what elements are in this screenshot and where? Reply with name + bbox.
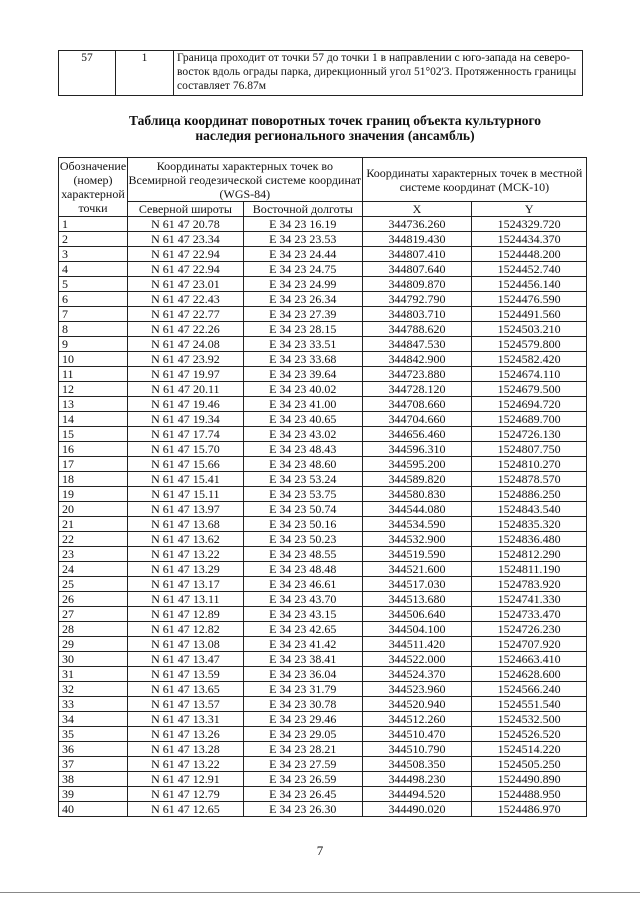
y-cell: 1524783.920: [472, 577, 587, 592]
y-cell: 1524726.230: [472, 622, 587, 637]
longitude-cell: E 34 23 40.65: [243, 412, 362, 427]
table-row: [59, 487, 587, 502]
x-cell: 344728.120: [362, 382, 472, 397]
point-number-cell: 39: [59, 787, 128, 802]
point-number-cell: 40: [59, 802, 128, 817]
y-cell: 1524488.950: [472, 787, 587, 802]
y-cell: 1524551.540: [472, 697, 587, 712]
latitude-cell: N 61 47 13.59: [127, 667, 243, 682]
longitude-cell: E 34 23 33.51: [243, 337, 362, 352]
x-cell: 344842.900: [362, 352, 472, 367]
longitude-cell: E 34 23 48.55: [243, 547, 362, 562]
point-number-cell: 13: [59, 397, 128, 412]
latitude-cell: N 61 47 22.94: [127, 247, 243, 262]
y-cell: 1524628.600: [472, 667, 587, 682]
longitude-cell: E 34 23 26.59: [243, 772, 362, 787]
longitude-cell: E 34 23 50.16: [243, 517, 362, 532]
y-cell: 1524526.520: [472, 727, 587, 742]
y-cell: 1524707.920: [472, 637, 587, 652]
latitude-cell: N 61 47 19.46: [127, 397, 243, 412]
x-cell: 344544.080: [362, 502, 472, 517]
latitude-cell: N 61 47 12.89: [127, 607, 243, 622]
point-number-cell: 2: [59, 232, 128, 247]
point-number-cell: 1: [59, 217, 128, 232]
y-cell: 1524491.560: [472, 307, 587, 322]
x-cell: 344523.960: [362, 682, 472, 697]
table-row: [59, 307, 587, 322]
y-cell: 1524452.740: [472, 262, 587, 277]
table-row: [59, 337, 587, 352]
longitude-cell: E 34 23 29.46: [243, 712, 362, 727]
point-number-cell: 26: [59, 592, 128, 607]
y-cell: 1524490.890: [472, 772, 587, 787]
longitude-cell: E 34 23 50.74: [243, 502, 362, 517]
table-row: [59, 51, 583, 96]
y-cell: 1524836.480: [472, 532, 587, 547]
x-cell: 344736.260: [362, 217, 472, 232]
longitude-cell: E 34 23 26.34: [243, 292, 362, 307]
point-number-cell: 5: [59, 277, 128, 292]
point-number-cell: 9: [59, 337, 128, 352]
latitude-cell: N 61 47 13.47: [127, 652, 243, 667]
longitude-cell: E 34 23 40.02: [243, 382, 362, 397]
y-cell: 1524811.190: [472, 562, 587, 577]
header-point-number: Обозначение (номер) характерной точки: [59, 159, 127, 215]
longitude-cell: E 34 23 26.45: [243, 787, 362, 802]
point-number-cell: 30: [59, 652, 128, 667]
x-cell: 344490.020: [362, 802, 472, 817]
longitude-cell: E 34 23 39.64: [243, 367, 362, 382]
table-row: [59, 442, 587, 457]
longitude-cell: E 34 23 43.15: [243, 607, 362, 622]
from-point-cell: 57: [59, 51, 116, 96]
longitude-cell: E 34 23 41.00: [243, 397, 362, 412]
longitude-cell: E 34 23 29.05: [243, 727, 362, 742]
header-wgs84: Координаты характерных точек во Всемирной геодезической системе координат (WGS-84): [128, 158, 362, 201]
y-cell: 1524694.720: [472, 397, 587, 412]
point-number-cell: 20: [59, 502, 128, 517]
y-cell: 1524448.200: [472, 247, 587, 262]
y-cell: 1524476.590: [472, 292, 587, 307]
latitude-cell: N 61 47 19.97: [127, 367, 243, 382]
point-number-cell: 11: [59, 367, 128, 382]
longitude-cell: E 34 23 41.42: [243, 637, 362, 652]
x-cell: 344788.620: [362, 322, 472, 337]
point-number-cell: 6: [59, 292, 128, 307]
y-cell: 1524835.320: [472, 517, 587, 532]
latitude-cell: N 61 47 22.94: [127, 262, 243, 277]
table-row: [59, 772, 587, 787]
table-row: [59, 637, 587, 652]
longitude-cell: E 34 23 24.75: [243, 262, 362, 277]
y-cell: 1524456.140: [472, 277, 587, 292]
x-cell: 344512.260: [362, 712, 472, 727]
latitude-cell: N 61 47 15.66: [127, 457, 243, 472]
point-number-cell: 4: [59, 262, 128, 277]
latitude-cell: N 61 47 17.74: [127, 427, 243, 442]
y-cell: 1524807.750: [472, 442, 587, 457]
y-cell: 1524532.500: [472, 712, 587, 727]
x-cell: 344704.660: [362, 412, 472, 427]
latitude-cell: N 61 47 13.31: [127, 712, 243, 727]
table-row: [59, 562, 587, 577]
point-number-cell: 27: [59, 607, 128, 622]
header-y: Y: [472, 202, 587, 217]
longitude-cell: E 34 23 48.48: [243, 562, 362, 577]
latitude-cell: N 61 47 22.43: [127, 292, 243, 307]
table-row: [59, 787, 587, 802]
latitude-cell: N 61 47 12.82: [127, 622, 243, 637]
longitude-cell: E 34 23 31.79: [243, 682, 362, 697]
y-cell: 1524579.800: [472, 337, 587, 352]
point-number-cell: 34: [59, 712, 128, 727]
longitude-cell: E 34 23 42.65: [243, 622, 362, 637]
latitude-cell: N 61 47 13.62: [127, 532, 243, 547]
y-cell: 1524486.970: [472, 802, 587, 817]
table-row: [59, 367, 587, 382]
y-cell: 1524434.370: [472, 232, 587, 247]
x-cell: 344819.430: [362, 232, 472, 247]
latitude-cell: N 61 47 15.11: [127, 487, 243, 502]
longitude-cell: E 34 23 36.04: [243, 667, 362, 682]
point-number-cell: 8: [59, 322, 128, 337]
point-number-cell: 17: [59, 457, 128, 472]
table-caption: Таблица координат поворотных точек границ объекта культурного наследия регионального значения (ансамбль): [128, 113, 542, 143]
y-cell: 1524886.250: [472, 487, 587, 502]
longitude-cell: E 34 23 24.44: [243, 247, 362, 262]
x-cell: 344511.420: [362, 637, 472, 652]
point-number-cell: 19: [59, 487, 128, 502]
header-msk10: Координаты характерных точек в местной системе координат (МСК-10): [362, 158, 586, 202]
latitude-cell: N 61 47 24.08: [127, 337, 243, 352]
point-number-cell: 35: [59, 727, 128, 742]
table-row: [59, 682, 587, 697]
table-row: [59, 397, 587, 412]
x-cell: 344521.600: [362, 562, 472, 577]
x-cell: 344792.790: [362, 292, 472, 307]
latitude-cell: N 61 47 13.11: [127, 592, 243, 607]
longitude-cell: E 34 23 33.68: [243, 352, 362, 367]
header-longitude: Восточной долготы: [243, 202, 362, 217]
latitude-cell: N 61 47 12.91: [127, 772, 243, 787]
table-row: [59, 232, 587, 247]
point-number-cell: 23: [59, 547, 128, 562]
x-cell: 344580.830: [362, 487, 472, 502]
latitude-cell: N 61 47 13.29: [127, 562, 243, 577]
latitude-cell: N 61 47 13.22: [127, 547, 243, 562]
table-row: [59, 547, 587, 562]
y-cell: 1524878.570: [472, 472, 587, 487]
x-cell: 344508.350: [362, 757, 472, 772]
table-row: [59, 652, 587, 667]
x-cell: 344524.370: [362, 667, 472, 682]
longitude-cell: E 34 23 23.53: [243, 232, 362, 247]
header-x: X: [362, 202, 472, 217]
point-number-cell: 28: [59, 622, 128, 637]
y-cell: 1524663.410: [472, 652, 587, 667]
table-row: [59, 802, 587, 817]
longitude-cell: E 34 23 26.30: [243, 802, 362, 817]
boundary-description-cell: Граница проходит от точки 57 до точки 1 в направлении с юго-запада на северо-восток вдоль ограды парка, дирекционный угол 51°02'3. Протяженность границы составляет 76.87м: [174, 51, 583, 96]
point-number-cell: 38: [59, 772, 128, 787]
point-number-cell: 18: [59, 472, 128, 487]
x-cell: 344809.870: [362, 277, 472, 292]
x-cell: 344847.530: [362, 337, 472, 352]
longitude-cell: E 34 23 53.75: [243, 487, 362, 502]
coordinates-table: [58, 157, 587, 817]
table-row: [59, 277, 587, 292]
longitude-cell: E 34 23 28.21: [243, 742, 362, 757]
x-cell: 344517.030: [362, 577, 472, 592]
page-number: 7: [316, 843, 324, 858]
latitude-cell: N 61 47 13.22: [127, 757, 243, 772]
table-row: [59, 727, 587, 742]
point-number-cell: 14: [59, 412, 128, 427]
latitude-cell: N 61 47 23.01: [127, 277, 243, 292]
latitude-cell: N 61 47 13.57: [127, 697, 243, 712]
x-cell: 344708.660: [362, 397, 472, 412]
table-row: [59, 592, 587, 607]
x-cell: 344513.680: [362, 592, 472, 607]
table-row: [59, 472, 587, 487]
x-cell: 344522.000: [362, 652, 472, 667]
longitude-cell: E 34 23 43.70: [243, 592, 362, 607]
x-cell: 344595.200: [362, 457, 472, 472]
point-number-cell: 25: [59, 577, 128, 592]
longitude-cell: E 34 23 27.59: [243, 757, 362, 772]
latitude-cell: N 61 47 13.28: [127, 742, 243, 757]
longitude-cell: E 34 23 30.78: [243, 697, 362, 712]
x-cell: 344494.520: [362, 787, 472, 802]
table-row: [59, 382, 587, 397]
previous-section-table: [58, 50, 583, 96]
latitude-cell: N 61 47 23.34: [127, 232, 243, 247]
point-number-cell: 16: [59, 442, 128, 457]
x-cell: 344504.100: [362, 622, 472, 637]
x-cell: 344807.410: [362, 247, 472, 262]
y-cell: 1524810.270: [472, 457, 587, 472]
latitude-cell: N 61 47 13.17: [127, 577, 243, 592]
point-number-cell: 21: [59, 517, 128, 532]
header-latitude: Северной широты: [127, 202, 243, 217]
latitude-cell: N 61 47 15.41: [127, 472, 243, 487]
longitude-cell: E 34 23 46.61: [243, 577, 362, 592]
table-row: [59, 712, 587, 727]
latitude-cell: N 61 47 23.92: [127, 352, 243, 367]
point-number-cell: 32: [59, 682, 128, 697]
longitude-cell: E 34 23 53.24: [243, 472, 362, 487]
table-row: [59, 757, 587, 772]
y-cell: 1524843.540: [472, 502, 587, 517]
latitude-cell: N 61 47 13.26: [127, 727, 243, 742]
x-cell: 344534.590: [362, 517, 472, 532]
table-row: [59, 742, 587, 757]
y-cell: 1524514.220: [472, 742, 587, 757]
table-row: [59, 427, 587, 442]
x-cell: 344510.790: [362, 742, 472, 757]
y-cell: 1524733.470: [472, 607, 587, 622]
latitude-cell: N 61 47 13.97: [127, 502, 243, 517]
x-cell: 344506.640: [362, 607, 472, 622]
latitude-cell: N 61 47 20.11: [127, 382, 243, 397]
table-row: [59, 532, 587, 547]
table-row: [59, 262, 587, 277]
x-cell: 344803.710: [362, 307, 472, 322]
latitude-cell: N 61 47 22.26: [127, 322, 243, 337]
point-number-cell: 36: [59, 742, 128, 757]
x-cell: 344596.310: [362, 442, 472, 457]
latitude-cell: N 61 47 15.70: [127, 442, 243, 457]
longitude-cell: E 34 23 38.41: [243, 652, 362, 667]
x-cell: 344656.460: [362, 427, 472, 442]
x-cell: 344498.230: [362, 772, 472, 787]
table-row: [59, 247, 587, 262]
y-cell: 1524674.110: [472, 367, 587, 382]
point-number-cell: 22: [59, 532, 128, 547]
x-cell: 344519.590: [362, 547, 472, 562]
point-number-cell: 24: [59, 562, 128, 577]
latitude-cell: N 61 47 19.34: [127, 412, 243, 427]
longitude-cell: E 34 23 16.19: [243, 217, 362, 232]
longitude-cell: E 34 23 48.60: [243, 457, 362, 472]
x-cell: 344532.900: [362, 532, 472, 547]
longitude-cell: E 34 23 50.23: [243, 532, 362, 547]
coordinates-table-body: [59, 217, 587, 817]
point-number-cell: 15: [59, 427, 128, 442]
table-header-row: [59, 158, 587, 202]
point-number-cell: 12: [59, 382, 128, 397]
table-row: [59, 502, 587, 517]
x-cell: 344723.880: [362, 367, 472, 382]
latitude-cell: N 61 47 20.78: [127, 217, 243, 232]
point-number-cell: 29: [59, 637, 128, 652]
point-number-cell: 33: [59, 697, 128, 712]
table-row: [59, 322, 587, 337]
table-row: [59, 667, 587, 682]
table-row: [59, 457, 587, 472]
table-row: [59, 577, 587, 592]
table-row: [59, 292, 587, 307]
longitude-cell: E 34 23 48.43: [243, 442, 362, 457]
x-cell: 344520.940: [362, 697, 472, 712]
y-cell: 1524741.330: [472, 592, 587, 607]
longitude-cell: E 34 23 24.99: [243, 277, 362, 292]
y-cell: 1524505.250: [472, 757, 587, 772]
longitude-cell: E 34 23 28.15: [243, 322, 362, 337]
y-cell: 1524689.700: [472, 412, 587, 427]
y-cell: 1524503.210: [472, 322, 587, 337]
latitude-cell: N 61 47 22.77: [127, 307, 243, 322]
point-number-cell: 3: [59, 247, 128, 262]
table-row: [59, 217, 587, 232]
x-cell: 344510.470: [362, 727, 472, 742]
table-row: [59, 697, 587, 712]
latitude-cell: N 61 47 12.65: [127, 802, 243, 817]
y-cell: 1524726.130: [472, 427, 587, 442]
y-cell: 1524329.720: [472, 217, 587, 232]
table-row: [59, 412, 587, 427]
point-number-cell: 31: [59, 667, 128, 682]
latitude-cell: N 61 47 13.68: [127, 517, 243, 532]
table-row: [59, 607, 587, 622]
latitude-cell: N 61 47 12.79: [127, 787, 243, 802]
x-cell: 344589.820: [362, 472, 472, 487]
point-number-cell: 10: [59, 352, 128, 367]
table-row: [59, 517, 587, 532]
to-point-cell: 1: [116, 51, 174, 96]
table-row: [59, 352, 587, 367]
x-cell: 344807.640: [362, 262, 472, 277]
y-cell: 1524679.500: [472, 382, 587, 397]
latitude-cell: N 61 47 13.08: [127, 637, 243, 652]
table-row: [59, 622, 587, 637]
bottom-rule: [0, 892, 640, 893]
longitude-cell: E 34 23 43.02: [243, 427, 362, 442]
y-cell: 1524812.290: [472, 547, 587, 562]
latitude-cell: N 61 47 13.65: [127, 682, 243, 697]
point-number-cell: 37: [59, 757, 128, 772]
point-number-cell: 7: [59, 307, 128, 322]
table-subheader-row: [59, 202, 587, 217]
y-cell: 1524582.420: [472, 352, 587, 367]
longitude-cell: E 34 23 27.39: [243, 307, 362, 322]
y-cell: 1524566.240: [472, 682, 587, 697]
